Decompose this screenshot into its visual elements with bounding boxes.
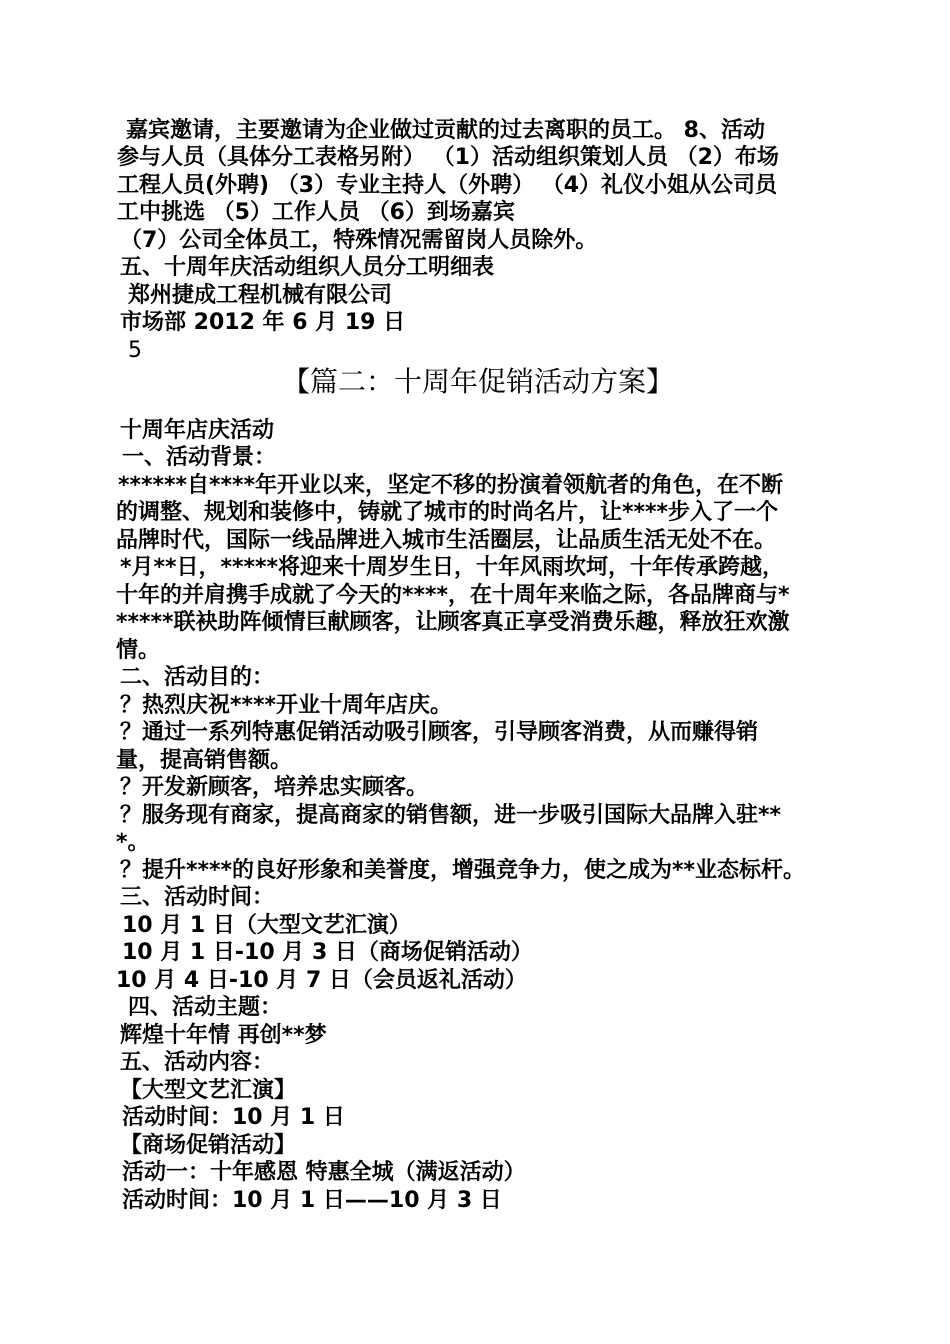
text-line: （7）公司全体员工，特殊情况需留岗人员除外。 bbox=[120, 228, 598, 253]
text-line: 工中挑选 （5）工作人员 （6）到场嘉宾 bbox=[117, 200, 515, 225]
doc-title: 十周年店庆活动 bbox=[120, 418, 275, 443]
heading-purpose: 二、活动目的： bbox=[120, 665, 275, 690]
subheading: 【大型文艺汇演】 bbox=[120, 1078, 297, 1103]
list-item: ？提升****的良好形象和美誉度，增强竞争力，使之成为**业态标杆。 bbox=[120, 858, 806, 883]
text-line: 量，提高销售额。 bbox=[116, 748, 293, 773]
schedule-item: 10 月 1 日（大型文艺汇演） bbox=[122, 913, 411, 938]
text-line: 嘉宾邀请，主要邀请为企业做过贡献的过去离职的员工。 8、活动 bbox=[126, 118, 765, 143]
text-line: *月**日，*****将迎来十周岁生日，十年风雨坎坷，十年传承跨越， bbox=[120, 555, 785, 580]
text-line: 活动时间：10 月 1 日——10 月 3 日 bbox=[122, 1188, 502, 1213]
text-line: *。 bbox=[116, 830, 150, 855]
section-title: 五、十周年庆活动组织人员分工明细表 bbox=[120, 255, 495, 280]
text-line: 品牌时代，国际一线品牌进入城市生活圈层，让品质生活无处不在。 bbox=[116, 528, 777, 553]
heading-time: 三、活动时间： bbox=[120, 885, 275, 910]
text-line: 工程人员(外聘) （3）专业主持人（外聘） （4）礼仪小姐从公司员 bbox=[117, 173, 778, 198]
subheading: 【商场促销活动】 bbox=[120, 1133, 297, 1158]
text-line: 参与人员（具体分工表格另附） （1）活动组织策划人员 （2）布场 bbox=[117, 145, 779, 170]
list-item: ？通过一系列特惠促销活动吸引顾客，引导顾客消费，从而赚得销 bbox=[120, 720, 759, 745]
company-name: 郑州捷成工程机械有限公司 bbox=[128, 283, 393, 308]
text-line: 情。 bbox=[116, 638, 161, 663]
text-line: 活动一：十年感恩 特惠全城（满返活动） bbox=[122, 1160, 526, 1185]
list-item: ？开发新顾客，培养忠实顾客。 bbox=[120, 775, 429, 800]
text-line: 活动时间：10 月 1 日 bbox=[122, 1105, 345, 1130]
schedule-item: 10 月 4 日-10 月 7 日（会员返礼活动） bbox=[116, 968, 527, 993]
date-line: 市场部 2012 年 6 月 19 日 bbox=[120, 310, 406, 335]
theme-text: 辉煌十年情 再创**梦 bbox=[120, 1023, 327, 1048]
text-line: ******自****年开业以来，坚定不移的扮演着领航者的角色，在不断 bbox=[118, 473, 784, 498]
schedule-item: 10 月 1 日-10 月 3 日（商场促销活动） bbox=[122, 940, 533, 965]
page-number: 5 bbox=[128, 338, 142, 363]
list-item: ？热烈庆祝****开业十周年店庆。 bbox=[120, 693, 453, 718]
heading-background: 一、活动背景： bbox=[122, 445, 277, 470]
text-line: *****联袂助阵倾情巨献顾客，让顾客真正享受消费乐趣，释放狂欢激 bbox=[116, 610, 790, 635]
heading-theme: 四、活动主题： bbox=[128, 995, 283, 1020]
list-item: ？服务现有商家，提高商家的销售额，进一步吸引国际大品牌入驻** bbox=[120, 803, 782, 828]
text-line: 十年的并肩携手成就了今天的****，在十周年来临之际，各品牌商与* bbox=[116, 583, 790, 608]
heading-content: 五、活动内容： bbox=[120, 1050, 275, 1075]
section-heading: 【篇二：十周年促销活动方案】 bbox=[282, 365, 675, 398]
text-line: 的调整、规划和装修中，铸就了城市的时尚名片，让****步入了一个 bbox=[116, 500, 779, 525]
